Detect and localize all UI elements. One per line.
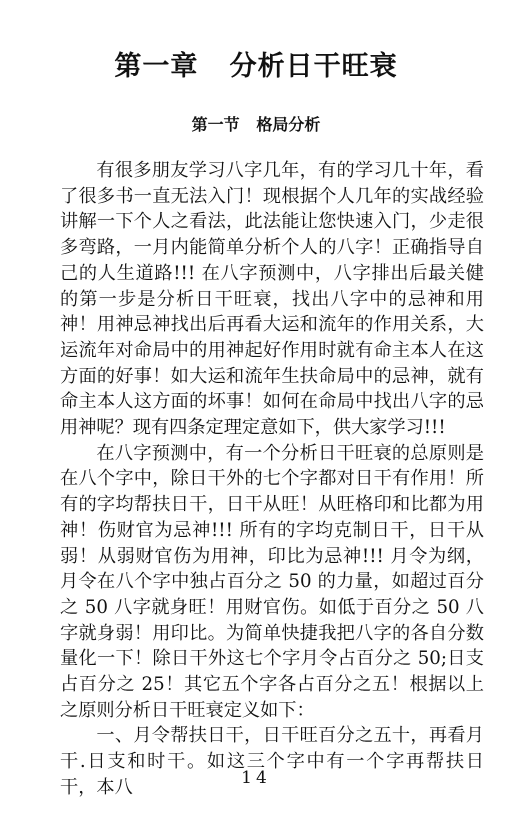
paragraph: 有很多朋友学习八字几年，有的学习几十年，看了很多书一直无法入门！现根据个人几年的实战经验讲解一下个人之看法，此法能让您快速入门，少走很多弯路，一月内能简单分析个人的八字！正确指导自己的人生道路!!! 在八字预测中，八字排出后最关健的第一步是分析日干旺衰，找出八字中的忌神和用神！用神忌神找出后再看大运和流年的作用关系，大运流年对命局中的用神起好作用时就有命主本人在这方面的好事！如大运和流年生扶命局中的忌神，就有命主本人这方面的坏事！如何在命局中找出八字的忌用神呢？现有四条定理定意如下，供大家学习!!!: [60, 160, 484, 439]
chapter-title: 第一章 分析日干旺衰: [114, 51, 398, 82]
paragraph: 在八字预测中，有一个分析日干旺衰的总原则是在八个字中，除日干外的七个字都对日干有作用！所有的字均帮扶日干，日干从旺！从旺格印和比都为用神！伤财官为忌神!!! 所有的字均克制日干，日干从弱！从弱财官伤为用神，印比为忌神!!! 月令为纲，月令在八个字中独占百分之 50 的力量，如超过百分之 50 八字就身旺！用财官伤。如低于百分之 50 八字就身弱！用印比。为简单快捷我把八字的各自分数量化一下！除日干外这七个字月令占百分之 50;日支占百分之 25！其它五个字各占百分之五！根据以上之原则分析日干旺衰定义如下：: [60, 442, 484, 721]
section-title: 第一节 格局分析: [191, 115, 321, 134]
body-text: [60, 158, 484, 801]
page-number: 14: [241, 768, 271, 788]
paragraph: 一、月令帮扶日干，日干旺百分之五十，再看月干.日支和时干。如这三个字中有一个字再帮扶日干，本八: [60, 725, 484, 798]
